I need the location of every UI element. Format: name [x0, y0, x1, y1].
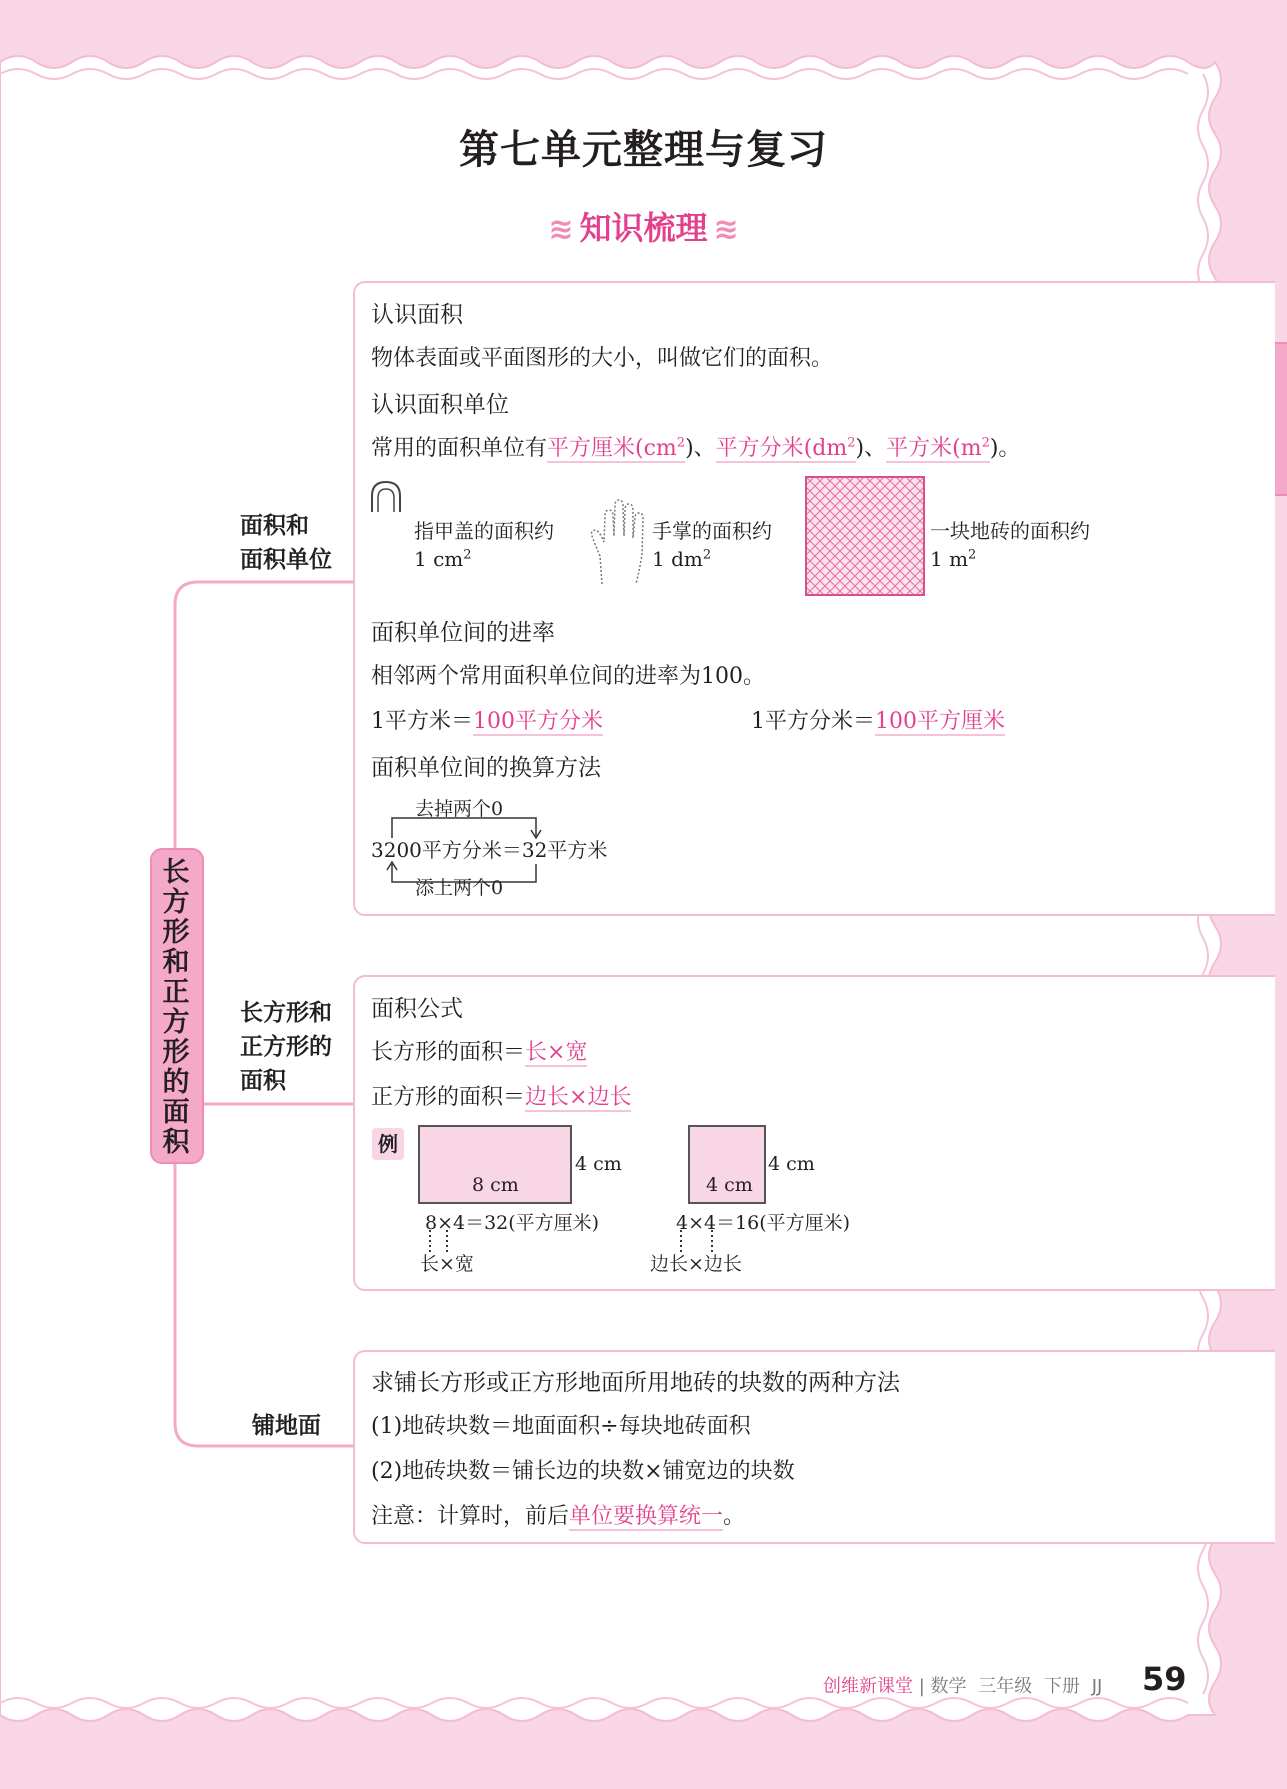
heading-area-units: 认识面积单位 [371, 392, 509, 418]
fingernail-value [414, 547, 472, 571]
branch-label-area-units [240, 509, 332, 577]
unit-name: 平方分米 [715, 436, 804, 461]
unit-sq-m [886, 436, 990, 463]
common-units-line [371, 431, 1020, 462]
example-badge: 例 [372, 1128, 404, 1160]
value-text: 1 dm [652, 547, 703, 571]
palm-caption: 手掌的面积约 [652, 519, 772, 543]
page-title: 第七单元整理与复习 [459, 127, 828, 173]
connector-branch-1 [175, 582, 353, 848]
unit-symbol: (cm [635, 436, 677, 461]
square-area-formula [371, 1080, 631, 1111]
heading-area: 认识面积 [371, 302, 463, 328]
footer-volume: 下册 [1044, 1676, 1081, 1697]
rectangle-width-label: 4 cm [575, 1153, 622, 1175]
paving-note [371, 1499, 745, 1530]
branch-label-paving [252, 1409, 321, 1443]
branch-label-line: 面积 [240, 1068, 286, 1094]
section-title-text: 知识梳理 [579, 209, 708, 247]
unit-name: 平方厘米 [547, 436, 636, 461]
branch-label-line: 正方形的 [240, 1034, 332, 1060]
rectangle-area-formula [371, 1035, 587, 1066]
conversion-example: 3200平方分米＝32平方米 [371, 838, 608, 862]
unit-sq-dm [716, 436, 856, 463]
square-calculation: 4×4＝16(平方厘米) [676, 1212, 851, 1234]
fingernail-icon [368, 478, 404, 516]
unit-exponent: 2 [981, 435, 990, 451]
value-text: 1 m [930, 547, 969, 571]
heading-area-formula: 面积公式 [371, 996, 463, 1022]
rectangle-note: 长×宽 [420, 1253, 474, 1275]
sentence-end: )。 [989, 436, 1021, 461]
formula-left: 长方形的面积＝ [371, 1040, 526, 1065]
page-number: 59 [1142, 1660, 1187, 1698]
unit-exponent: 2 [676, 435, 686, 451]
square-note: 边长×边长 [650, 1253, 742, 1275]
common-units-prefix: 常用的面积单位有 [371, 436, 548, 461]
branch-label-line: 长方形和 [240, 1000, 332, 1026]
definition-area: 物体表面或平面图形的大小，叫做它们的面积。 [371, 346, 834, 371]
footer-grade: 三年级 [978, 1676, 1033, 1697]
connector-branch-3 [175, 1160, 353, 1446]
tile-value [930, 547, 976, 571]
unit-sq-cm [547, 436, 685, 463]
rate-left: 1平方米＝ [371, 709, 473, 734]
unit-exponent: 2 [968, 547, 977, 563]
unit-exponent: 2 [847, 435, 856, 451]
note-end: 。 [723, 1504, 746, 1529]
unit-exponent: 2 [702, 547, 712, 563]
palm-value [652, 547, 711, 571]
note-prefix: 注意：计算时，前后 [371, 1504, 570, 1529]
unit-symbol: (dm [803, 436, 848, 461]
wave-decoration-right: ≋ [713, 212, 739, 247]
note-keyword: 单位要换算统一 [569, 1504, 724, 1529]
formula-left: 正方形的面积＝ [371, 1085, 526, 1110]
formula-right: 长×宽 [525, 1040, 588, 1065]
unit-symbol: (m [952, 436, 982, 461]
footer-info [823, 1672, 1102, 1698]
paving-method-1: (1)地砖块数＝地面面积÷每块地砖面积 [371, 1414, 751, 1439]
wave-decoration-left: ≋ [548, 212, 574, 247]
unit-separator: )、 [855, 436, 887, 461]
rectangle-length-label: 8 cm [472, 1174, 519, 1196]
rate-right: 100平方分米 [473, 709, 603, 734]
footer-separator: | [918, 1676, 925, 1697]
mind-map-root-label: 长方形和正方形的面积 [162, 857, 190, 1158]
unit-exponent: 2 [463, 547, 472, 563]
square-side-label: 4 cm [768, 1153, 815, 1175]
value-text: 1 cm [414, 547, 464, 571]
unit-name: 平方米 [886, 436, 953, 461]
rate-left: 1平方分米＝ [751, 709, 875, 734]
conversion-remove-zeros: 去掉两个0 [415, 798, 504, 820]
footer-brand: 创维新课堂 [823, 1676, 913, 1697]
formula-right: 边长×边长 [525, 1085, 632, 1110]
heading-paving-methods: 求铺长方形或正方形地面所用地砖的块数的两种方法 [371, 1370, 900, 1396]
branch-label-line: 面积和 [240, 513, 309, 539]
square-bottom-label: 4 cm [706, 1174, 753, 1196]
branch-label-line: 面积单位 [240, 547, 332, 573]
heading-conversion-rate: 面积单位间的进率 [371, 620, 555, 646]
branch-label-rect-square-area [240, 996, 332, 1098]
rate-right: 100平方厘米 [875, 709, 1005, 734]
unit-separator: )、 [685, 436, 716, 461]
conversion-rate-text: 相邻两个常用面积单位间的进率为100。 [371, 664, 765, 689]
palm-icon [590, 496, 650, 586]
fingernail-caption: 指甲盖的面积约 [414, 519, 554, 543]
paving-method-2: (2)地砖块数＝铺长边的块数×铺宽边的块数 [371, 1459, 795, 1484]
conversion-add-zeros: 添上两个0 [415, 877, 504, 899]
heading-conversion-method: 面积单位间的换算方法 [371, 755, 601, 781]
floor-tile-icon [805, 476, 925, 596]
footer-edition: JJ [1091, 1676, 1103, 1697]
footer-subject: 数学 [930, 1676, 967, 1697]
rectangle-calculation: 8×4＝32(平方厘米) [425, 1212, 600, 1234]
branch-label-line: 铺地面 [252, 1413, 321, 1439]
rate-sq-m-to-sq-dm [371, 704, 603, 735]
rate-sq-dm-to-sq-cm [751, 704, 1005, 735]
tile-caption: 一块地砖的面积约 [930, 519, 1090, 543]
